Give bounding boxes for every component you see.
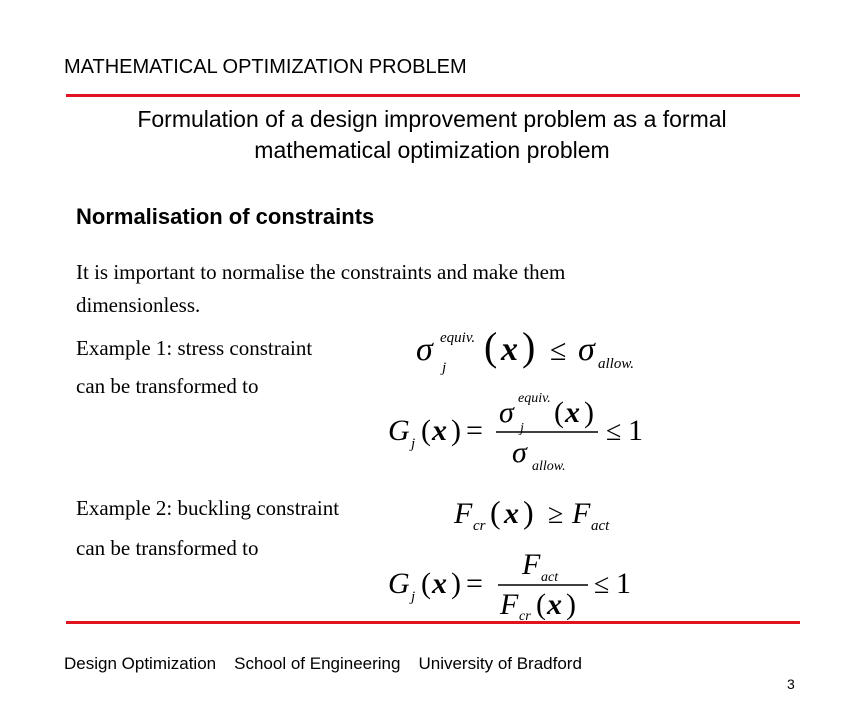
- right-paren: ): [523, 494, 534, 530]
- footer-divider: [66, 621, 800, 624]
- left-paren: (: [536, 588, 546, 620]
- sigma-symbol: σ: [512, 436, 527, 469]
- variable-x: x: [432, 567, 447, 600]
- right-paren: ): [522, 324, 536, 369]
- superscript-equiv: equiv.: [440, 330, 476, 346]
- sigma-symbol: σ: [578, 331, 595, 368]
- G-symbol: G: [388, 414, 410, 447]
- equals-sign: =: [466, 567, 483, 600]
- footer-school: School of Engineering: [234, 654, 401, 673]
- stress-constraint-formula: [410, 322, 660, 378]
- F-symbol: F: [572, 497, 591, 530]
- subscript-cr: cr: [519, 609, 531, 620]
- right-paren: ): [451, 414, 461, 447]
- example-2-label: Example 2: buckling constraint: [76, 496, 340, 520]
- sigma-symbol: σ: [416, 331, 433, 368]
- F-symbol: F: [522, 548, 541, 581]
- right-paren: ): [566, 588, 576, 620]
- G-symbol: G: [388, 567, 410, 600]
- subscript-j: j: [411, 436, 416, 452]
- normalised-buckling-formula: [384, 544, 644, 620]
- subscript-act: act: [541, 570, 559, 585]
- variable-x: x: [501, 331, 518, 368]
- variable-x: x: [504, 497, 519, 530]
- body-text-line-2: dimensionless.: [76, 293, 201, 317]
- one-value: 1: [616, 567, 631, 600]
- page-number: 3: [787, 676, 795, 692]
- slide-footer: [64, 654, 582, 674]
- greater-equal-sign: ≥: [548, 499, 564, 530]
- slide-header-title: MATHEMATICAL OPTIMIZATION PROBLEM: [64, 56, 467, 78]
- left-paren: (: [421, 567, 431, 600]
- footer-course: Design Optimization: [64, 654, 217, 673]
- slide-subtitle: [60, 104, 804, 166]
- right-paren: ): [584, 396, 594, 429]
- buckling-constraint-formula: [452, 490, 622, 536]
- transform-1-label: can be transformed to: [76, 374, 259, 398]
- footer-university: University of Bradford: [418, 654, 582, 673]
- subscript-cr: cr: [473, 518, 486, 534]
- subscript-act: act: [591, 518, 610, 534]
- example-1-label: Example 1: stress constraint: [76, 336, 313, 360]
- right-paren: ): [451, 567, 461, 600]
- one-value: 1: [628, 414, 643, 447]
- subscript-allow: allow.: [598, 356, 634, 372]
- variable-x: x: [432, 414, 447, 447]
- variable-x: x: [547, 588, 562, 620]
- sigma-symbol: σ: [499, 396, 514, 429]
- left-paren: (: [421, 414, 431, 447]
- subscript-j: j: [520, 421, 524, 436]
- F-symbol: F: [454, 497, 473, 530]
- transform-2-label: can be transformed to: [76, 536, 259, 560]
- F-symbol: F: [500, 588, 519, 620]
- normalised-stress-formula: [384, 388, 664, 472]
- left-paren: (: [484, 324, 498, 369]
- left-paren: (: [490, 494, 501, 530]
- superscript-equiv: equiv.: [518, 391, 551, 406]
- equals-sign: =: [466, 414, 483, 447]
- variable-x: x: [565, 396, 580, 429]
- header-divider: [66, 94, 800, 97]
- body-text-line-1: It is important to normalise the constraints and make them: [76, 260, 566, 284]
- less-equal-sign: ≤: [606, 416, 622, 447]
- subscript-allow: allow.: [532, 459, 566, 472]
- subtitle-line-1: Formulation of a design improvement problem as a formal: [137, 106, 727, 132]
- less-equal-sign: ≤: [594, 569, 610, 600]
- subscript-j: j: [411, 589, 416, 605]
- section-heading: Normalisation of constraints: [76, 204, 375, 229]
- left-paren: (: [554, 396, 564, 429]
- less-equal-sign: ≤: [550, 334, 567, 367]
- subscript-j: j: [442, 360, 447, 376]
- subtitle-line-2: mathematical optimization problem: [254, 137, 610, 163]
